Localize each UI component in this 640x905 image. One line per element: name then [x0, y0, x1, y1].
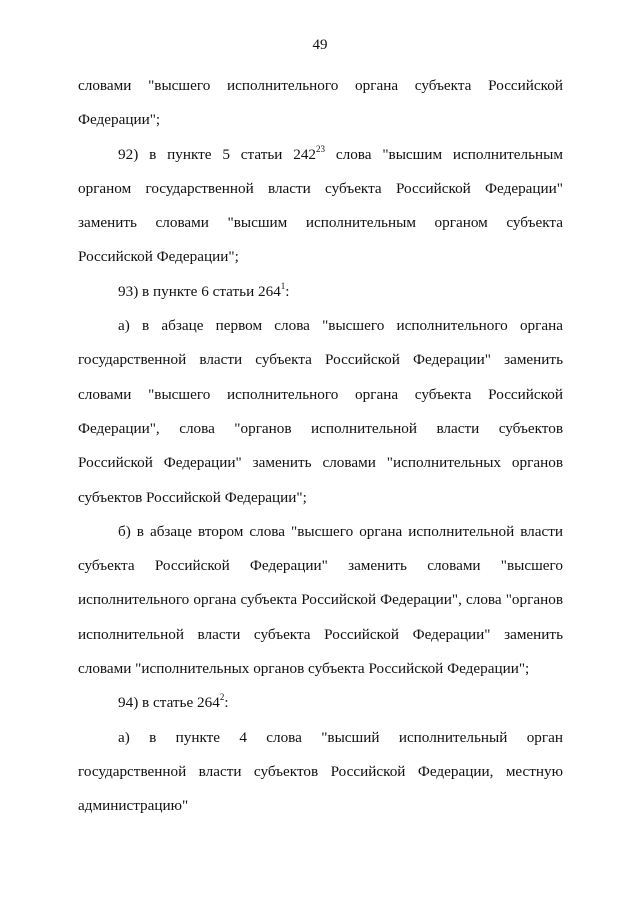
- paragraph-subitem-a-94: а) в пункте 4 слова "высший исполнительный орган государственной власти субъектов Российской Федерации, местную администрацию": [78, 728, 563, 815]
- paragraph-continuation: словами "высшего исполнительного органа субъекта Российской Федерации";: [78, 77, 563, 129]
- paragraph-subitem-a: а) в абзаце первом слова "высшего исполнительного органа государственной власти субъекта Российской Федерации" заменить словами "высшего исполнительного органа субъекта Российской Федерации", слова "органов исполнительной власти субъектов Российской Федерации" заменить словами "исполнительных органов субъектов Российской Федерации";: [78, 317, 563, 506]
- paragraph-item-93: [78, 275, 563, 309]
- paragraph-text: 93) в пункте 6 статьи 264: [118, 282, 281, 300]
- paragraph-text: слова "высшим исполнительным органом государственной власти субъекта Российской Федерации" заменить словами "высшим исполнительным органом субъекта Российской Федерации";: [78, 145, 563, 266]
- paragraph-item-94: [78, 686, 563, 720]
- document-body: [78, 69, 563, 824]
- superscript: 2: [219, 692, 225, 703]
- paragraph-text: :: [285, 282, 290, 300]
- paragraph-text: 92) в пункте 5 статьи 242: [118, 145, 317, 163]
- paragraph-item-92: [78, 138, 563, 275]
- page-number: 49: [312, 37, 328, 53]
- superscript: 23: [316, 143, 326, 154]
- paragraph-text: :: [224, 694, 229, 712]
- paragraph-subitem-b: б) в абзаце втором слова "высшего органа исполнительной власти субъекта Российской Федерации" заменить словами "высшего исполнительного органа субъекта Российской Федерации", слова "органов исполнительной власти субъекта Российской Федерации" заменить словами "исполнительных органов субъекта Российской Федерации";: [78, 522, 563, 678]
- superscript: 1: [280, 280, 286, 291]
- paragraph-text: 94) в статье 264: [118, 694, 220, 712]
